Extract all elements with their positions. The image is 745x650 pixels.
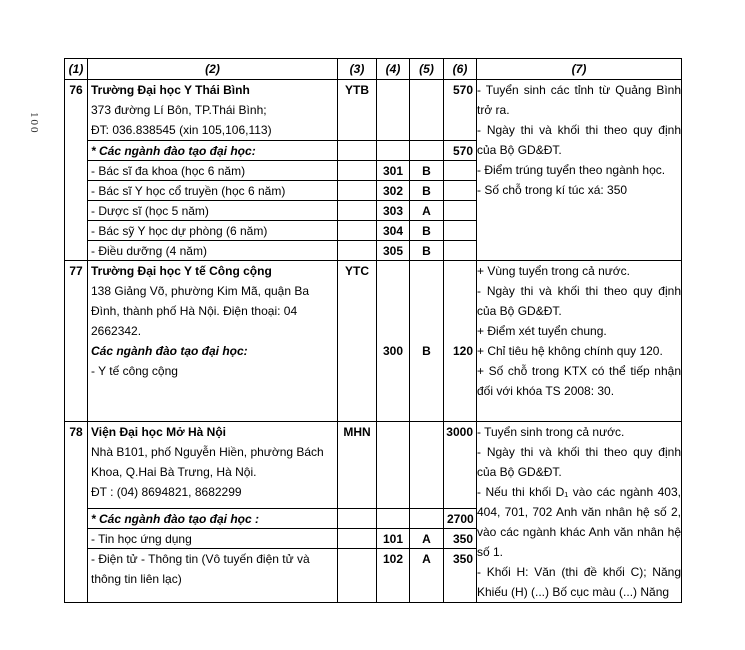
major-name: - Y tế công cộng — [91, 364, 178, 378]
major-name: - Dược sĩ (học 5 năm) — [88, 200, 337, 220]
block-cell — [410, 80, 444, 261]
major-quota: 120 — [452, 344, 473, 358]
exam-block: B — [410, 240, 443, 260]
school-phone: ĐT: 036.838545 (xin 105,106,113) — [91, 123, 272, 137]
major-code: 300 — [382, 344, 404, 358]
school-address: 138 Giảng Võ, phường Kim Mã, quận Ba Đình, thành phố Hà Nội. Điện thoại: 04 2662342. — [91, 284, 310, 338]
major-name: - Tin học ứng dụng — [88, 528, 337, 548]
school-phone: ĐT : (04) 8694821, 8682299 — [91, 485, 242, 499]
school-notes — [477, 80, 682, 261]
school-details — [88, 80, 338, 261]
school-name: Viện Đại học Mở Hà Nội — [91, 425, 226, 439]
exam-block: B — [410, 180, 443, 200]
school-quota: 570 — [452, 83, 473, 97]
block-cell — [410, 422, 444, 603]
header-row — [65, 59, 682, 80]
school-code: YTC — [338, 261, 377, 422]
note-line: - Ngày thi và khối thi theo quy định của Bộ GD&ĐT. — [477, 284, 681, 318]
note-line: - Ngày thi và khối thi theo quy định của Bộ GD&ĐT. — [477, 445, 681, 479]
note-line: + Số chỗ trong KTX có thể tiếp nhận đối với khóa TS 2008: 30. — [477, 364, 681, 398]
note-line: - Điểm trúng tuyển theo ngành học. — [477, 163, 666, 177]
note-line: - Tuyển sinh trong cả nước. — [477, 425, 625, 439]
major-code: 304 — [377, 220, 409, 240]
note-line: - Số chỗ trong kí túc xá: 350 — [477, 183, 628, 197]
school-number: 78 — [65, 422, 88, 603]
section-quota: 570 — [444, 140, 476, 160]
major-code-cell — [377, 80, 410, 261]
quota-cell — [444, 422, 477, 603]
section-label: * Các ngành đào tạo đại học: — [88, 140, 337, 160]
exam-block: A — [410, 200, 443, 220]
major-name: - Điện tử - Thông tin (Vô tuyến điện tử và thông tin liên lạc) — [88, 548, 337, 588]
note-line: + Chỉ tiêu hệ không chính quy 120. — [477, 344, 663, 358]
school-name: Trường Đại học Y tế Công cộng — [91, 264, 272, 278]
header-col-7: (7) — [477, 59, 682, 80]
school-address: 373 đường Lí Bôn, TP.Thái Bình; — [91, 103, 267, 117]
header-col-1: (1) — [65, 59, 88, 80]
school-code-cell — [338, 80, 377, 261]
school-notes — [477, 261, 682, 422]
major-name: - Bác sĩ đa khoa (học 6 năm) — [88, 160, 337, 180]
major-code: 102 — [377, 548, 409, 588]
major-code-cell — [377, 261, 410, 422]
note-line: - Khối H: Văn (thi đề khối C); Năng Khiếu (H) (...) Bố cục màu (...) Năng — [477, 565, 681, 599]
header-col-4: (4) — [377, 59, 410, 80]
quota-cell — [444, 261, 477, 422]
note-line: - Nếu thi khối D₁ vào các ngành 403, 404, 701, 702 Anh văn nhân hệ số 2, vào các ngành khác Anh văn nhân hệ số 1. — [477, 485, 681, 559]
school-name: Trường Đại học Y Thái Bình — [91, 83, 250, 97]
exam-block: B — [410, 220, 443, 240]
major-name: - Điều dưỡng (4 năm) — [88, 240, 337, 260]
section-label: Các ngành đào tạo đại học: — [91, 344, 248, 358]
school-quota: 3000 — [446, 425, 473, 439]
major-quota: 350 — [444, 548, 476, 588]
major-code: 101 — [377, 528, 409, 548]
school-code: YTB — [345, 83, 369, 97]
school-row — [65, 422, 682, 603]
header-col-5: (5) — [410, 59, 444, 80]
major-code: 301 — [377, 160, 409, 180]
school-number: 77 — [65, 261, 88, 422]
note-line: - Tuyển sinh các tỉnh từ Quảng Bình trở ra. — [477, 83, 681, 117]
exam-block: B — [410, 160, 443, 180]
block-cell — [410, 261, 444, 422]
major-name: - Bác sĩ Y học cổ truyền (học 6 năm) — [88, 180, 337, 200]
header-col-3: (3) — [338, 59, 377, 80]
header-col-6: (6) — [444, 59, 477, 80]
major-code-cell — [377, 422, 410, 603]
school-code: MHN — [343, 425, 371, 439]
exam-block: A — [410, 548, 443, 588]
school-row — [65, 261, 682, 422]
school-code-cell — [338, 422, 377, 603]
note-line: - Ngày thi và khối thi theo quy định của Bộ GD&ĐT. — [477, 123, 681, 157]
page-number: 100 — [28, 112, 40, 135]
quota-cell — [444, 80, 477, 261]
section-label: * Các ngành đào tạo đại học : — [88, 508, 337, 528]
admissions-table — [64, 58, 682, 603]
major-code: 305 — [377, 240, 409, 260]
school-details — [88, 261, 338, 422]
note-line: + Điểm xét tuyển chung. — [477, 324, 607, 338]
major-name: - Bác sỹ Y học dự phòng (6 năm) — [88, 220, 337, 240]
school-row — [65, 80, 682, 261]
school-details — [88, 422, 338, 603]
exam-block: A — [410, 528, 443, 548]
school-address: Nhà B101, phố Nguyễn Hiền, phường Bách Khoa, Q.Hai Bà Trưng, Hà Nội. — [91, 445, 324, 479]
major-code: 302 — [377, 180, 409, 200]
note-line: + Vùng tuyển trong cả nước. — [477, 264, 630, 278]
major-quota: 350 — [444, 528, 476, 548]
school-notes — [477, 422, 682, 603]
header-col-2: (2) — [88, 59, 338, 80]
school-number: 76 — [65, 80, 88, 261]
exam-block: B — [422, 344, 431, 358]
major-code: 303 — [377, 200, 409, 220]
section-quota: 2700 — [444, 508, 476, 528]
